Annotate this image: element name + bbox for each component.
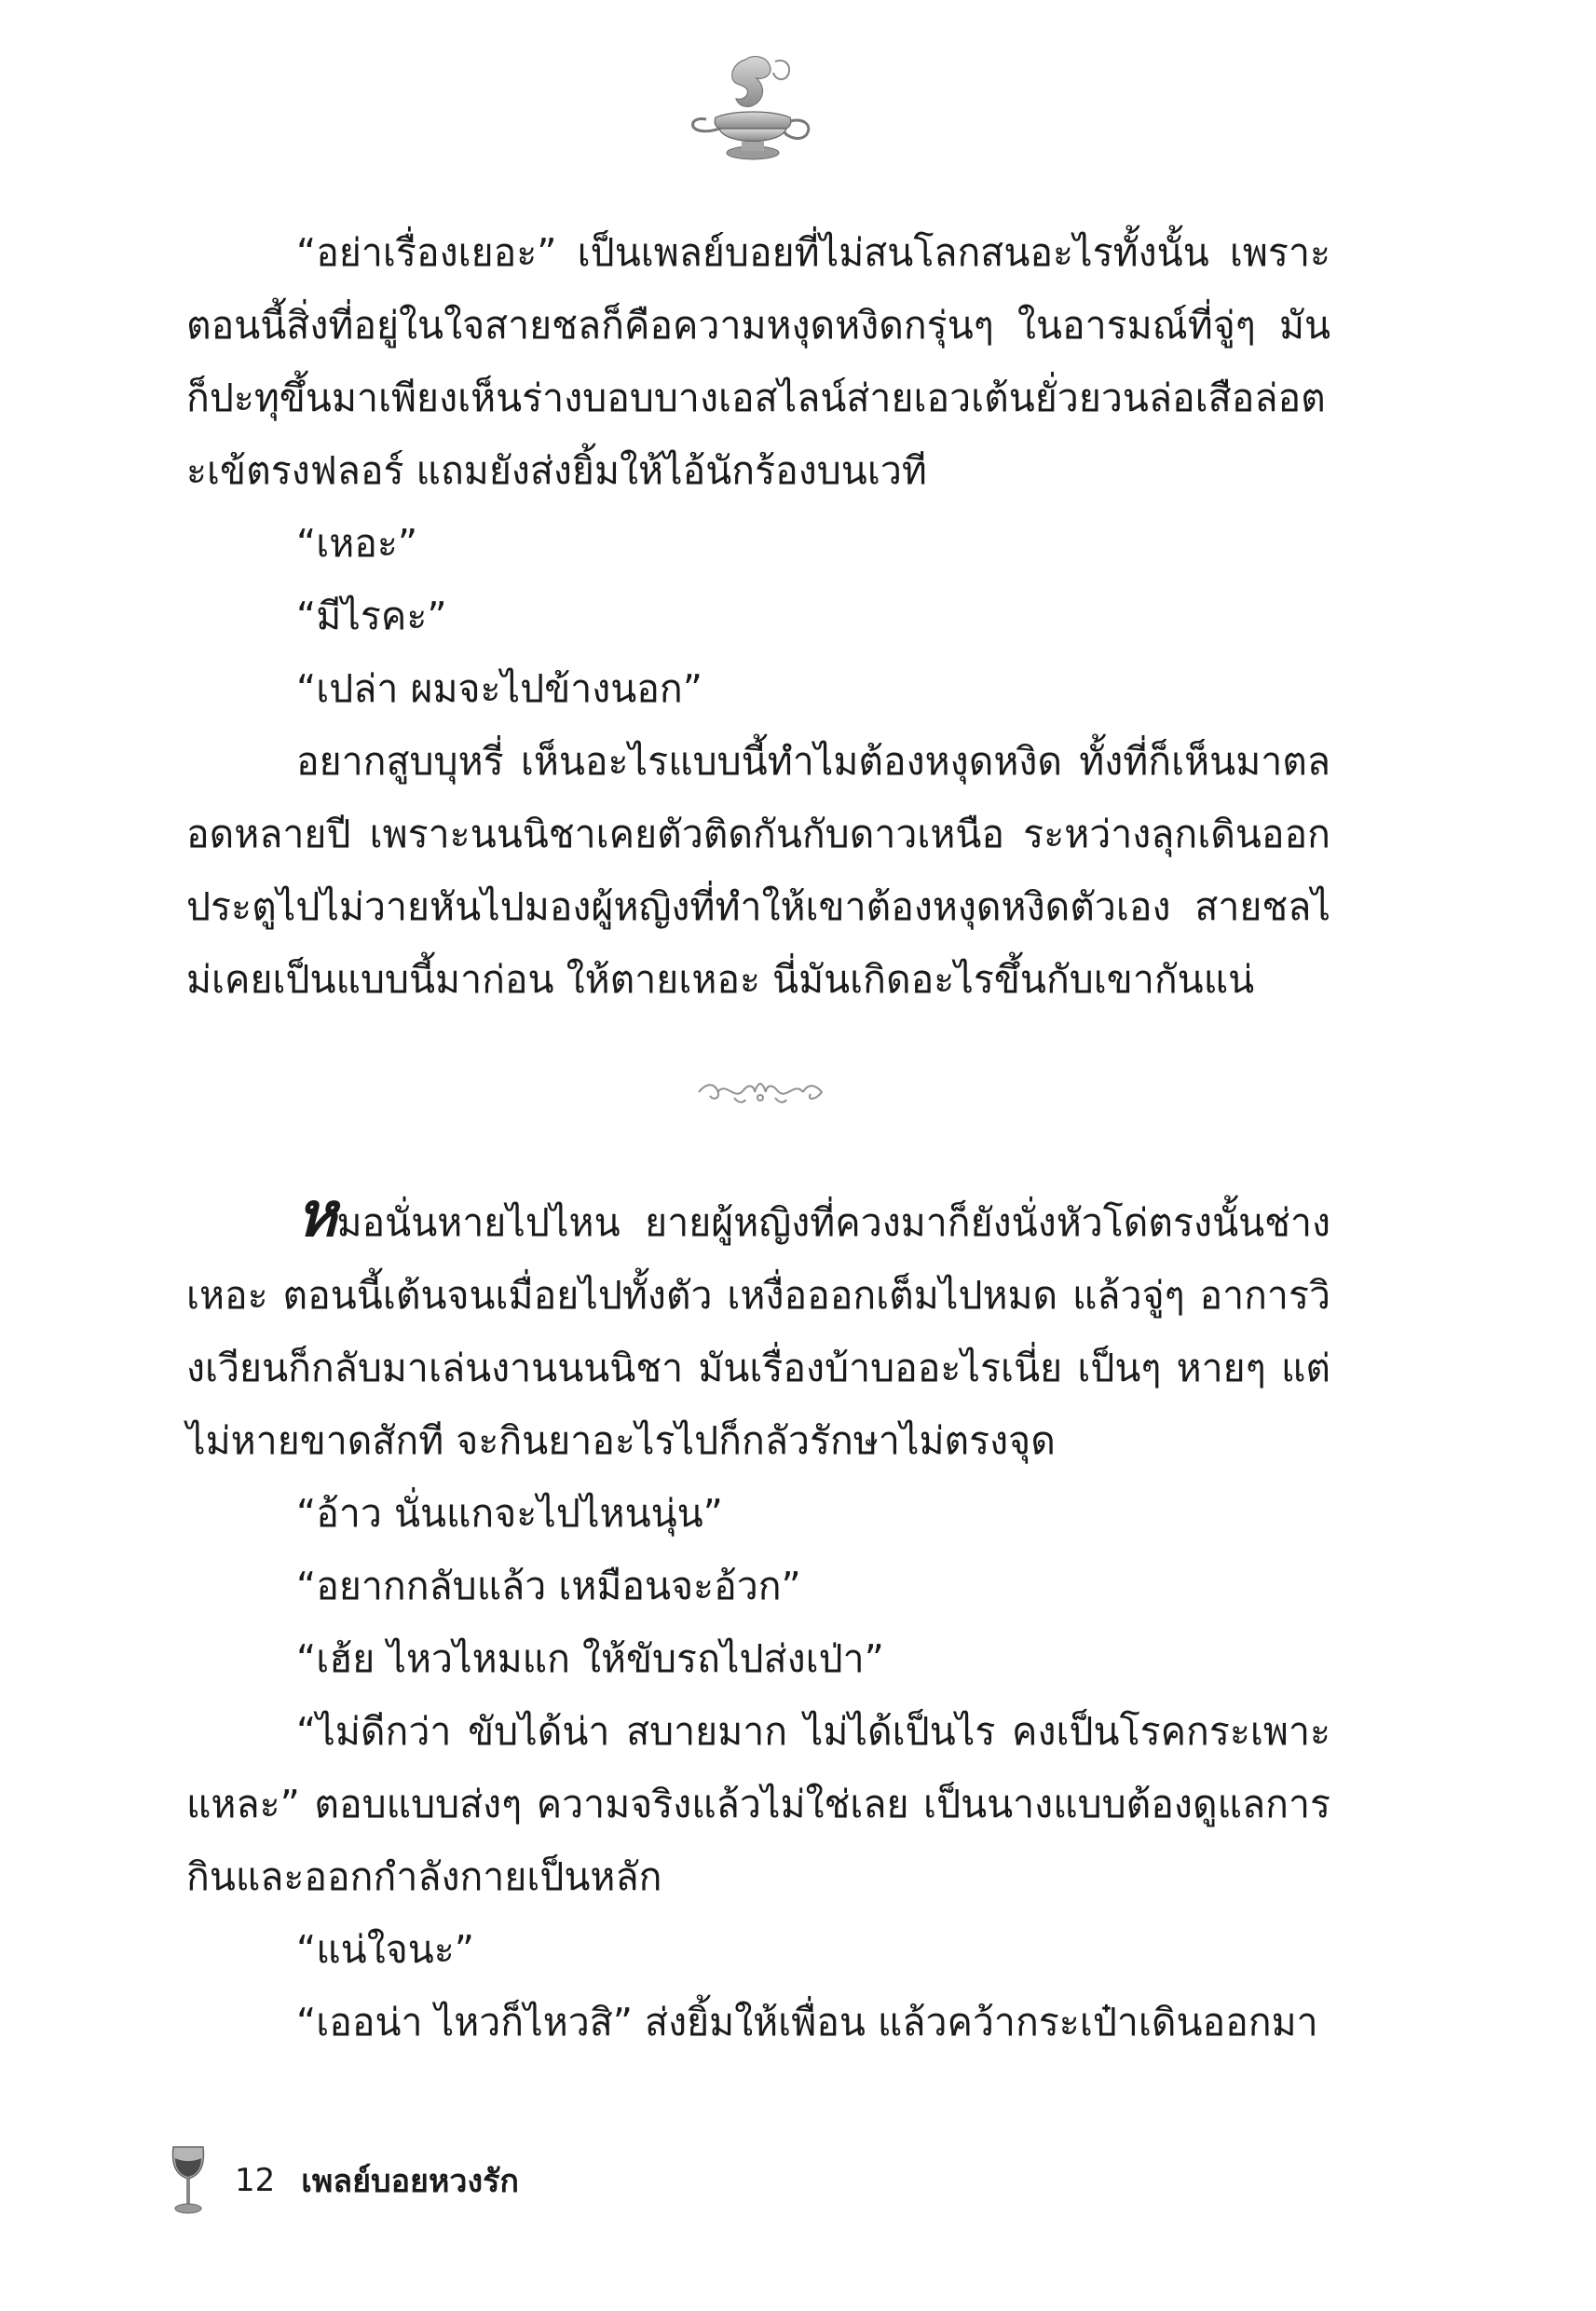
dialog-line: “เออน่า ไหวก็ไหวสิ” ส่งยิ้มให้เพื่อน แล้วคว้ากระเป๋าเดินออกมา [296, 2000, 1318, 2044]
genie-lamp-icon [688, 52, 818, 173]
floral-divider-icon [697, 1073, 824, 1111]
paragraph: อยากสูบบุหรี่ เห็นอะไรแบบนี้ทำไมต้องหงุดหงิด ทั้งที่ก็เห็นมาตลอดหลายปี เพราะนนนิชาเคยตัวติดกันกับดาวเหนือ ระหว่างลุกเดินออกประตูไปไม่วายหันไปมองผู้หญิงที่ทำให้เขาต้องหงุดหงิดตัวเอง สายชลไม่เคยเป็นแบบนี้มาก่อน ให้ตายเหอะ นี่มันเกิดอะไรขึ้นกับเขากันแน่ [186, 739, 1330, 1002]
dialog-line: “เปล่า ผมจะไปข้างนอก” [296, 666, 703, 711]
dialog-line: “เหอะ” [296, 521, 418, 566]
section-divider [186, 1034, 1330, 1150]
paragraph: “ไม่ดีกว่า ขับได้น่า สบายมาก ไม่ได้เป็นไร คงเป็นโรคกระเพาะแหละ” ตอบแบบส่งๆ ความจริงแล้วไม่ใช่เลย เป็นนางแบบต้องดูแลการกินและออกกำลังกายเป็นหลัก [186, 1709, 1330, 1899]
dialog-line: “มีไรคะ” [296, 594, 447, 638]
dialog-line: “อ้าว นั่นแกจะไปไหนนุ่น” [296, 1491, 723, 1536]
dropcap-paragraph-text: มอนั่นหายไปไหน ยายผู้หญิงที่ควงมาก็ยังนั่งหัวโด่ตรงนั้นช่างเหอะ ตอนนี้เต้นจนเมื่อยไปทั้งตัว เหงื่อออกเต็มไปหมด แล้วจู่ๆ อาการวิงเวียนก็กลับมาเล่นงานนนนิชา มันเรื่องบ้าบออะไรเนี่ย เป็นๆ หายๆ แต่ไม่หายขาดสักที จะกินยาอะไรไปก็กลัวรักษาไม่ตรงจุด [186, 1200, 1330, 1463]
paragraph: “อย่าเรื่องเยอะ” เป็นเพลย์บอยที่ไม่สนโลกสนอะไรทั้งนั้น เพราะตอนนี้สิ่งที่อยู่ในใจสายชลก็คือความหงุดหงิดกรุ่นๆ ในอารมณ์ที่จู่ๆ มันก็ปะทุขึ้นมาเพียงเห็นร่างบอบบางเอสไลน์ส่ายเอวเต้นยั่วยวนล่อเสือล่อตะเข้ตรงฟลอร์ แถมยังส่งยิ้มให้ไอ้นักร้องบนเวที [186, 230, 1330, 493]
body-text [186, 216, 1330, 2058]
dialog-line: “แน่ใจนะ” [296, 1927, 475, 1972]
dialog-line: “เฮ้ย ไหวไหมแก ให้ขับรถไปส่งเป่า” [296, 1636, 884, 1681]
wine-glass-icon [168, 2143, 209, 2218]
drop-cap: ห [296, 1178, 337, 1251]
page-footer [168, 2143, 519, 2218]
dropcap-paragraph [186, 1178, 1330, 1477]
page-number: 12 [235, 2162, 276, 2199]
book-title: เพลย์บอยหวงรัก [301, 2163, 519, 2200]
dialog-line: “อยากกลับแล้ว เหมือนจะอ้วก” [296, 1564, 801, 1608]
